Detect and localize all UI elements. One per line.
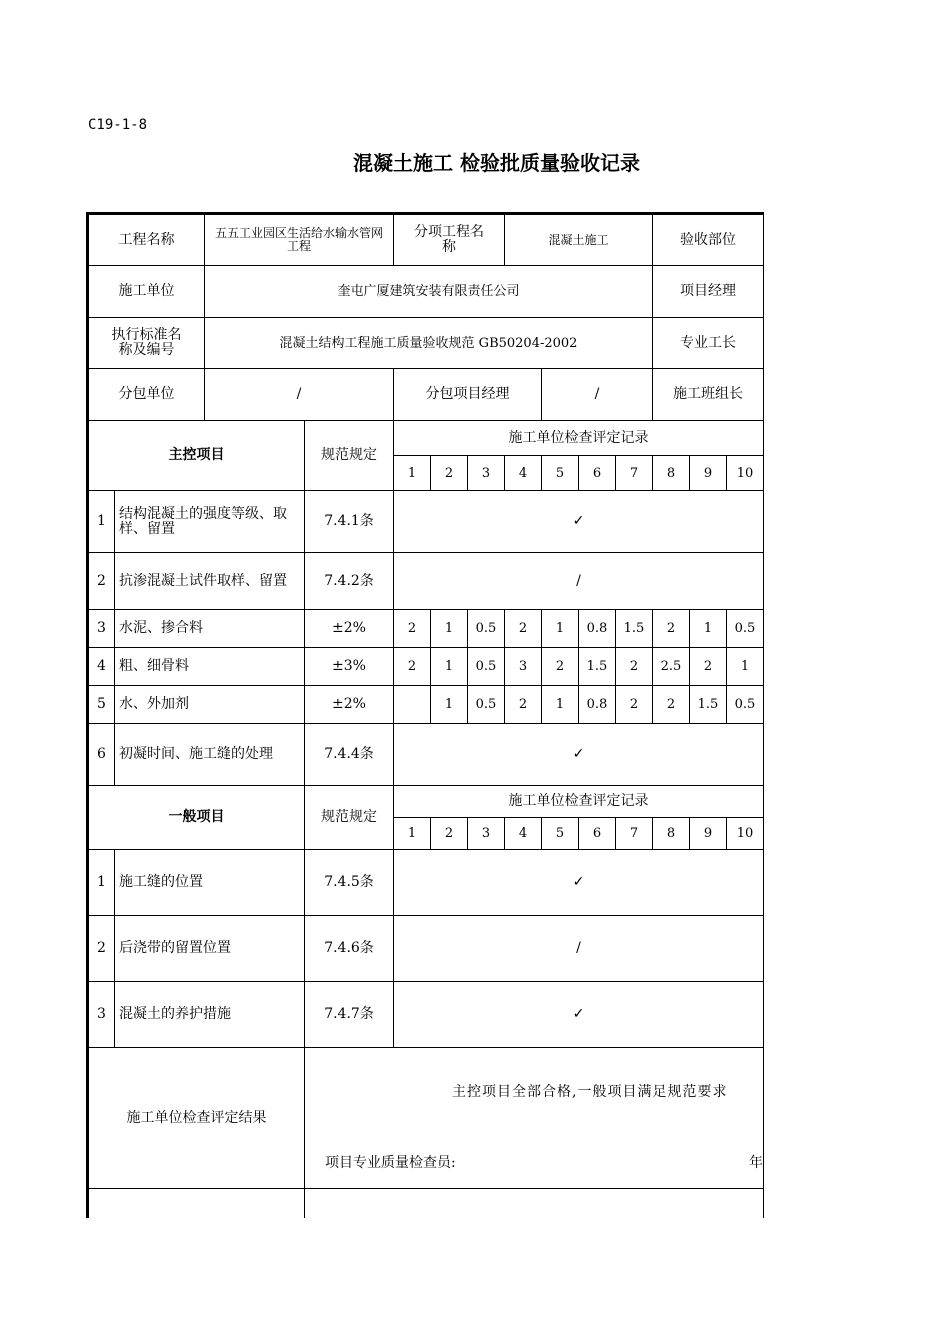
column-number: 9 <box>690 818 727 850</box>
standard-label: 执行标准名称及编号 <box>88 318 205 369</box>
item-value: 2 <box>394 648 431 686</box>
item-value: 0.5 <box>468 686 505 724</box>
table-row <box>88 648 764 686</box>
item-value: 2 <box>542 648 579 686</box>
item-spec: 7.4.4条 <box>305 724 394 786</box>
item-name: 粗、细骨料 <box>115 648 305 686</box>
item-value: 1.5 <box>579 648 616 686</box>
main-control-spec-label: 规范规定 <box>305 421 394 491</box>
item-number: 4 <box>88 648 115 686</box>
item-value: 0.5 <box>468 648 505 686</box>
item-value: 0.8 <box>579 686 616 724</box>
item-spec: 7.4.2条 <box>305 553 394 610</box>
item-name: 后浇带的留置位置 <box>115 916 305 982</box>
standard-value: 混凝土结构工程施工质量验收规范 GB50204-2002 <box>205 318 653 369</box>
item-name: 水泥、掺合料 <box>115 610 305 648</box>
table-row <box>88 916 764 982</box>
item-record: ✓ <box>394 982 764 1048</box>
general-label: 一般项目 <box>88 786 305 850</box>
item-value: 0.8 <box>579 610 616 648</box>
item-value: 2.5 <box>653 648 690 686</box>
column-number: 7 <box>616 818 653 850</box>
main-control-label: 主控项目 <box>88 421 305 491</box>
column-number: 5 <box>542 456 579 491</box>
document-code: C19-1-8 <box>88 117 148 133</box>
item-value: 2 <box>690 648 727 686</box>
column-number: 6 <box>579 818 616 850</box>
table-row <box>88 686 764 724</box>
item-record: / <box>394 916 764 982</box>
item-number: 1 <box>88 850 115 916</box>
table-row <box>88 850 764 916</box>
sub-project-label: 分项工程名称 <box>394 214 505 266</box>
general-record-label: 施工单位检查评定记录 <box>394 786 764 818</box>
construction-unit-label: 施工单位 <box>88 266 205 318</box>
column-number: 4 <box>505 818 542 850</box>
item-spec: 7.4.1条 <box>305 491 394 553</box>
column-number: 1 <box>394 818 431 850</box>
column-number: 8 <box>653 818 690 850</box>
item-value: 2 <box>616 648 653 686</box>
item-value: 1 <box>690 610 727 648</box>
item-record: ✓ <box>394 724 764 786</box>
item-value: 1 <box>431 686 468 724</box>
column-number: 3 <box>468 818 505 850</box>
item-value: 1 <box>431 648 468 686</box>
next-section-cell <box>305 1189 764 1219</box>
form-table <box>86 212 764 1218</box>
item-number: 2 <box>88 553 115 610</box>
item-value: 1 <box>542 686 579 724</box>
item-spec: 7.4.6条 <box>305 916 394 982</box>
acceptance-part-label: 验收部位 <box>653 214 764 266</box>
item-spec: ±2% <box>305 610 394 648</box>
item-number: 6 <box>88 724 115 786</box>
project-name-label: 工程名称 <box>88 214 205 266</box>
item-record: ✓ <box>394 491 764 553</box>
project-manager-label: 项目经理 <box>653 266 764 318</box>
item-spec: ±2% <box>305 686 394 724</box>
general-spec-label: 规范规定 <box>305 786 394 850</box>
column-number: 5 <box>542 818 579 850</box>
result-label: 施工单位检查评定结果 <box>88 1048 305 1189</box>
item-name: 抗渗混凝土试件取样、留置 <box>115 553 305 610</box>
item-value: 0.5 <box>468 610 505 648</box>
item-value: 2 <box>394 610 431 648</box>
item-value: 1.5 <box>616 610 653 648</box>
item-spec: ±3% <box>305 648 394 686</box>
item-name: 结构混凝土的强度等级、取样、留置 <box>115 491 305 553</box>
column-number: 3 <box>468 456 505 491</box>
table-row <box>88 982 764 1048</box>
item-number: 3 <box>88 982 115 1048</box>
subcontract-manager-label: 分包项目经理 <box>394 369 542 421</box>
subcontract-manager-value: / <box>542 369 653 421</box>
item-record: / <box>394 553 764 610</box>
item-spec: 7.4.7条 <box>305 982 394 1048</box>
item-value: 1 <box>542 610 579 648</box>
item-value: 1 <box>727 648 764 686</box>
team-leader-label: 施工班组长 <box>653 369 764 421</box>
item-spec: 7.4.5条 <box>305 850 394 916</box>
project-name-value: 五五工业园区生活给水输水管网工程 <box>205 214 394 266</box>
inspector-label: 项目专业质量检查员: <box>325 1155 456 1171</box>
column-number: 4 <box>505 456 542 491</box>
item-value: 1.5 <box>690 686 727 724</box>
item-number: 1 <box>88 491 115 553</box>
item-value: 2 <box>616 686 653 724</box>
item-name: 混凝土的养护措施 <box>115 982 305 1048</box>
column-number: 1 <box>394 456 431 491</box>
sub-project-value: 混凝土施工 <box>505 214 653 266</box>
foreman-label: 专业工长 <box>653 318 764 369</box>
item-number: 3 <box>88 610 115 648</box>
table-row <box>88 724 764 786</box>
item-number: 2 <box>88 916 115 982</box>
next-section-label <box>88 1189 305 1219</box>
item-value: 2 <box>505 610 542 648</box>
column-number: 2 <box>431 818 468 850</box>
item-value: 0.5 <box>727 610 764 648</box>
construction-unit-value: 奎屯广厦建筑安装有限责任公司 <box>205 266 653 318</box>
column-number: 10 <box>727 818 764 850</box>
item-value: 2 <box>653 610 690 648</box>
subcontract-unit-label: 分包单位 <box>88 369 205 421</box>
subcontract-unit-value: / <box>205 369 394 421</box>
column-number: 7 <box>616 456 653 491</box>
item-value: 1 <box>431 610 468 648</box>
column-number: 6 <box>579 456 616 491</box>
item-value: 2 <box>505 686 542 724</box>
item-value <box>394 686 431 724</box>
item-name: 初凝时间、施工缝的处理 <box>115 724 305 786</box>
item-number: 5 <box>88 686 115 724</box>
inspection-form <box>86 212 764 1218</box>
column-number: 8 <box>653 456 690 491</box>
column-number: 10 <box>727 456 764 491</box>
item-value: 2 <box>653 686 690 724</box>
item-value: 3 <box>505 648 542 686</box>
year-label: 年 <box>749 1155 763 1171</box>
result-cell <box>305 1048 764 1189</box>
item-name: 施工缝的位置 <box>115 850 305 916</box>
item-name: 水、外加剂 <box>115 686 305 724</box>
item-value: 0.5 <box>727 686 764 724</box>
item-record: ✓ <box>394 850 764 916</box>
result-conclusion: 主控项目全部合格,一般项目满足规范要求 <box>452 1084 728 1100</box>
column-number: 2 <box>431 456 468 491</box>
table-row <box>88 610 764 648</box>
table-row <box>88 553 764 610</box>
table-row <box>88 491 764 553</box>
column-number: 9 <box>690 456 727 491</box>
main-control-record-label: 施工单位检查评定记录 <box>394 421 764 456</box>
